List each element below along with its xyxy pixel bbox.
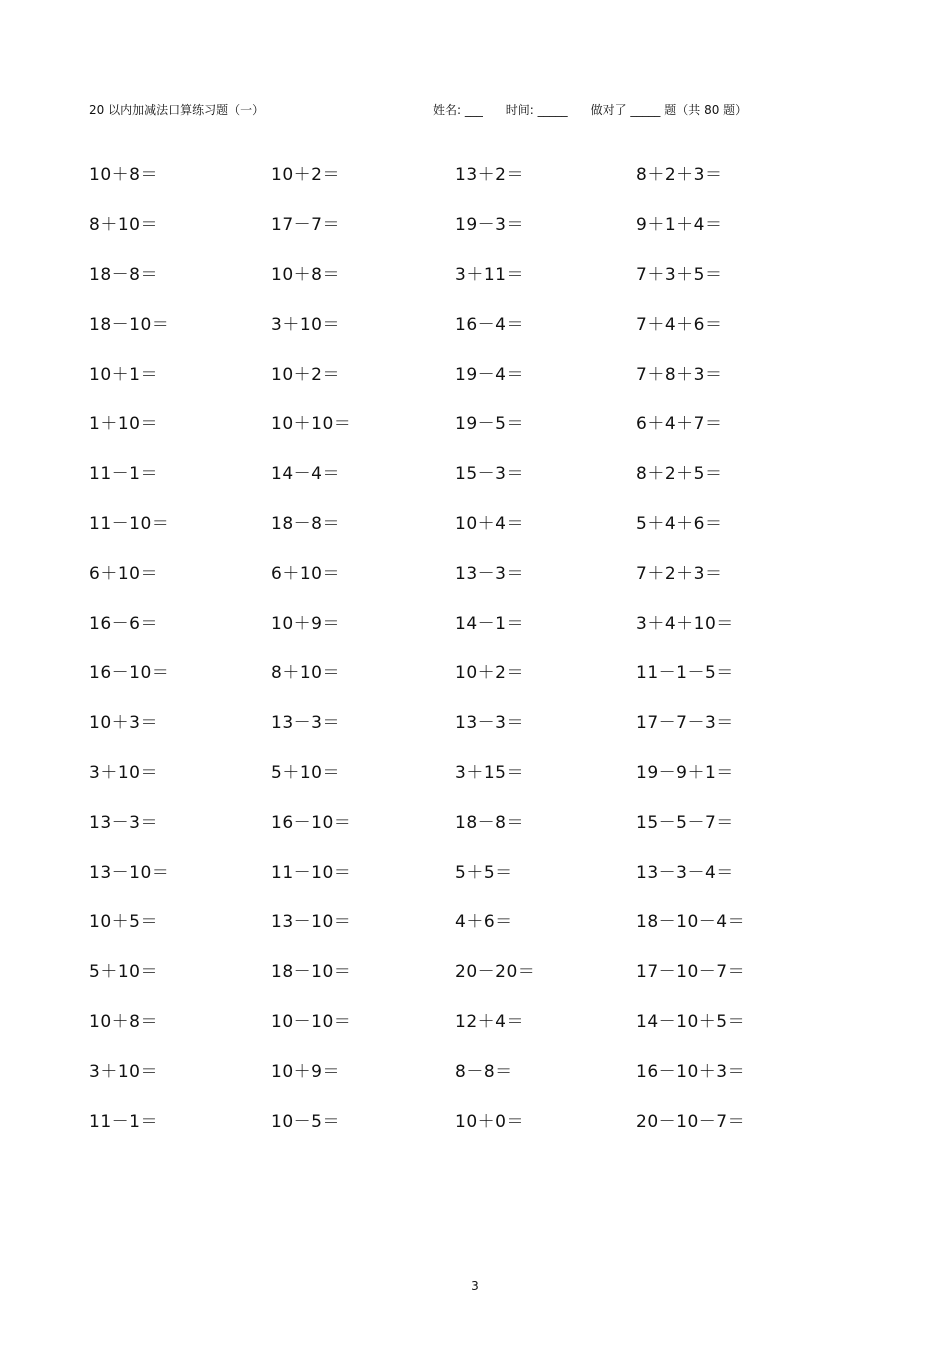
math-problem: 20－20＝ [455, 962, 536, 983]
math-problem: 19－4＝ [455, 364, 524, 385]
math-problem: 17－7＝ [271, 215, 340, 236]
math-problem: 3＋10＝ [89, 762, 158, 783]
math-problem: 1＋10＝ [89, 414, 158, 435]
math-problem: 10＋8＝ [89, 165, 158, 186]
math-problem: 13－3＝ [271, 713, 340, 734]
math-problem: 16－10＝ [271, 812, 352, 833]
math-problem: 5＋10＝ [89, 962, 158, 983]
math-problem: 18－8＝ [271, 513, 340, 534]
math-problem: 20－10－7＝ [636, 1111, 746, 1132]
math-problem: 18－8＝ [455, 812, 524, 833]
name-label: 姓名: [433, 103, 462, 117]
math-problem: 8＋10＝ [89, 215, 158, 236]
math-problem: 10＋2＝ [455, 663, 524, 684]
math-problem: 10－10＝ [271, 1011, 352, 1032]
math-problem: 8＋10＝ [271, 663, 340, 684]
math-problem: 10＋4＝ [455, 513, 524, 534]
math-problem: 16－4＝ [455, 314, 524, 335]
math-problem: 3＋10＝ [89, 1061, 158, 1082]
math-problem: 12＋4＝ [455, 1011, 524, 1032]
math-problem: 11－10＝ [89, 513, 170, 534]
page-number: 3 [471, 1279, 479, 1293]
math-problem: 8－8＝ [455, 1061, 513, 1082]
math-problem: 18－10＝ [89, 314, 170, 335]
math-problem: 13＋2＝ [455, 165, 524, 186]
math-problem: 11－1－5＝ [636, 663, 734, 684]
problem-row [89, 945, 809, 995]
math-problem: 10＋9＝ [271, 613, 340, 634]
math-problem: 10＋8＝ [89, 1011, 158, 1032]
problem-row [89, 596, 809, 646]
math-problem: 15－3＝ [455, 464, 524, 485]
math-problem: 14－1＝ [455, 613, 524, 634]
math-problem: 18－8＝ [89, 264, 158, 285]
worksheet-header [89, 100, 809, 120]
score-suffix: 题（共 80 题） [664, 103, 748, 117]
problem-row [89, 845, 809, 895]
problem-row [89, 447, 809, 497]
math-problem: 11－10＝ [271, 862, 352, 883]
math-problem: 7＋2＋3＝ [636, 563, 723, 584]
math-problem: 7＋8＋3＝ [636, 364, 723, 385]
math-problem: 5＋10＝ [271, 762, 340, 783]
problem-row [89, 795, 809, 845]
math-problem: 18－10＝ [271, 962, 352, 983]
time-label: 时间: [505, 103, 534, 117]
math-problem: 17－7－3＝ [636, 713, 734, 734]
math-problem: 7＋4＋6＝ [636, 314, 723, 335]
problem-row [89, 297, 809, 347]
math-problem: 10＋2＝ [271, 165, 340, 186]
math-problem: 18－10－4＝ [636, 912, 746, 933]
math-problem: 3＋10＝ [271, 314, 340, 335]
math-problem: 5＋5＝ [455, 862, 513, 883]
math-problem: 10＋1＝ [89, 364, 158, 385]
problem-row [89, 895, 809, 945]
math-problem: 8＋2＋3＝ [636, 165, 723, 186]
math-problem: 19－9＋1＝ [636, 762, 734, 783]
score-blank: _____ [626, 103, 665, 117]
math-problem: 3＋4＋10＝ [636, 613, 734, 634]
math-problem: 13－3＝ [455, 563, 524, 584]
math-problem: 11－1＝ [89, 464, 158, 485]
math-problem: 6＋10＝ [271, 563, 340, 584]
math-problem: 4＋6＝ [455, 912, 513, 933]
name-blank: ___ [461, 103, 487, 117]
math-problem: 10＋3＝ [89, 713, 158, 734]
math-problem: 15－5－7＝ [636, 812, 734, 833]
math-problem: 10＋2＝ [271, 364, 340, 385]
math-problem: 10＋0＝ [455, 1111, 524, 1132]
math-problem: 13－3＝ [455, 713, 524, 734]
worksheet-title: 20 以内加减法口算练习题（一） [89, 103, 265, 117]
math-problem: 13－3－4＝ [636, 862, 734, 883]
math-problem: 16－6＝ [89, 613, 158, 634]
math-problem: 14－10＋5＝ [636, 1011, 746, 1032]
math-problem: 6＋10＝ [89, 563, 158, 584]
problem-row [89, 397, 809, 447]
math-problem: 14－4＝ [271, 464, 340, 485]
math-problem: 13－10＝ [89, 862, 170, 883]
math-problem: 3＋15＝ [455, 762, 524, 783]
math-problem: 11－1＝ [89, 1111, 158, 1132]
problem-row [89, 198, 809, 248]
score-prefix: 做对了 [590, 103, 627, 117]
problem-row [89, 347, 809, 397]
problem-row [89, 646, 809, 696]
problem-row [89, 148, 809, 198]
math-problem: 16－10＝ [89, 663, 170, 684]
math-problem: 19－3＝ [455, 215, 524, 236]
math-problem: 3＋11＝ [455, 264, 524, 285]
problem-row [89, 746, 809, 796]
math-problem: 9＋1＋4＝ [636, 215, 723, 236]
math-problem: 10＋8＝ [271, 264, 340, 285]
problem-row [89, 1044, 809, 1094]
math-problem: 19－5＝ [455, 414, 524, 435]
math-problem: 10＋10＝ [271, 414, 352, 435]
time-blank: _____ [533, 103, 572, 117]
problem-grid [89, 148, 809, 1144]
math-problem: 13－3＝ [89, 812, 158, 833]
math-problem: 10＋5＝ [89, 912, 158, 933]
math-problem: 13－10＝ [271, 912, 352, 933]
math-problem: 8＋2＋5＝ [636, 464, 723, 485]
math-problem: 10＋9＝ [271, 1061, 340, 1082]
problem-row [89, 995, 809, 1045]
problem-row [89, 497, 809, 547]
math-problem: 7＋3＋5＝ [636, 264, 723, 285]
math-problem: 17－10－7＝ [636, 962, 746, 983]
student-info-fields [433, 100, 747, 120]
math-problem: 5＋4＋6＝ [636, 513, 723, 534]
math-problem: 10－5＝ [271, 1111, 340, 1132]
math-problem: 16－10＋3＝ [636, 1061, 746, 1082]
problem-row [89, 546, 809, 596]
problem-row [89, 696, 809, 746]
problem-row [89, 248, 809, 298]
problem-row [89, 1094, 809, 1144]
math-problem: 6＋4＋7＝ [636, 414, 723, 435]
